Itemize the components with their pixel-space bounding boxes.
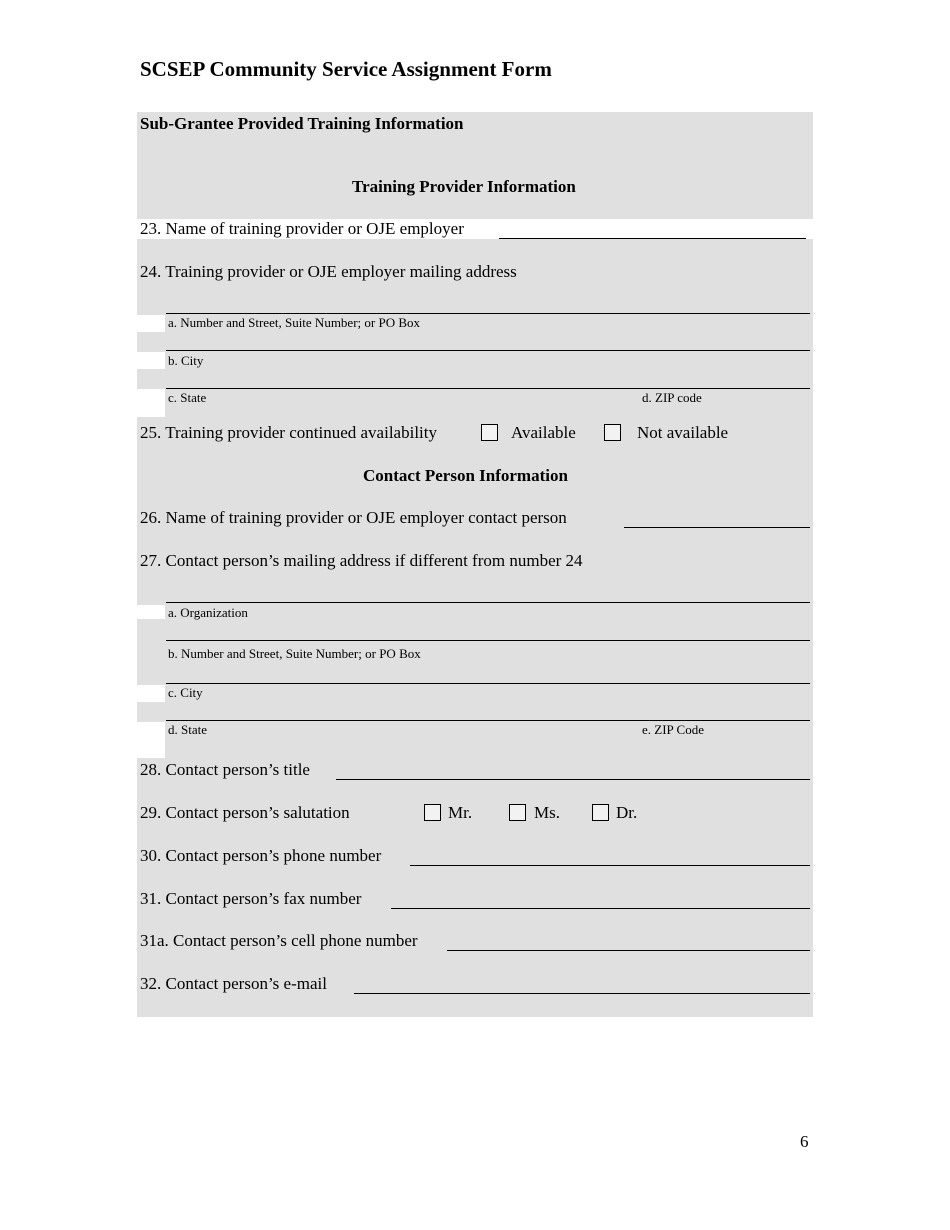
q24a-label: a. Number and Street, Suite Number; or PO Box xyxy=(168,315,421,330)
q24-label: 24. Training provider or OJE employer mailing address xyxy=(140,262,517,281)
available-checkbox[interactable] xyxy=(481,424,498,441)
divider-strip xyxy=(137,685,165,702)
q24d-label: d. ZIP code xyxy=(642,390,702,405)
q30-label: 30. Contact person’s phone number xyxy=(140,846,382,865)
q27c-label: c. City xyxy=(168,685,203,700)
q24b-label: b. City xyxy=(168,353,204,368)
q23-input-line[interactable] xyxy=(499,238,806,239)
training-provider-heading: Training Provider Information xyxy=(352,177,576,196)
q27b-input-line[interactable] xyxy=(166,640,810,641)
q29-label: 29. Contact person’s salutation xyxy=(140,803,350,822)
ms-checkbox[interactable] xyxy=(509,804,526,821)
page-number: 6 xyxy=(800,1132,809,1151)
q32-label: 32. Contact person’s e-mail xyxy=(140,974,327,993)
form-title: SCSEP Community Service Assignment Form xyxy=(140,57,552,81)
q27c-input-line[interactable] xyxy=(166,683,810,684)
q23-label: 23. Name of training provider or OJE employer xyxy=(140,219,464,238)
q24b-input-line[interactable] xyxy=(166,350,810,351)
section-title: Sub-Grantee Provided Training Information xyxy=(140,114,464,133)
q28-label: 28. Contact person’s title xyxy=(140,760,310,779)
ms-label: Ms. xyxy=(534,803,560,822)
not-available-checkbox[interactable] xyxy=(604,424,621,441)
q31a-label: 31a. Contact person’s cell phone number xyxy=(140,931,418,950)
available-label: Available xyxy=(511,423,576,442)
q27e-label: e. ZIP Code xyxy=(642,722,704,737)
divider-strip xyxy=(137,352,165,369)
q31a-input-line[interactable] xyxy=(447,950,810,951)
q28-input-line[interactable] xyxy=(336,779,810,780)
dr-checkbox[interactable] xyxy=(592,804,609,821)
not-available-label: Not available xyxy=(637,423,729,442)
divider-strip xyxy=(137,722,165,758)
q25-label: 25. Training provider continued availability xyxy=(140,423,437,442)
q26-label: 26. Name of training provider or OJE employer contact person xyxy=(140,508,567,527)
contact-person-heading: Contact Person Information xyxy=(363,466,568,485)
divider-strip xyxy=(137,315,165,332)
divider-strip xyxy=(137,605,165,619)
mr-label: Mr. xyxy=(448,803,473,822)
dr-label: Dr. xyxy=(616,803,638,822)
q24c-input-line[interactable] xyxy=(166,388,810,389)
q32-input-line[interactable] xyxy=(354,993,810,994)
q30-input-line[interactable] xyxy=(410,865,810,866)
q27d-label: d. State xyxy=(168,722,207,737)
q27-label: 27. Contact person’s mailing address if different from number 24 xyxy=(140,551,583,570)
q27a-label: a. Organization xyxy=(168,605,248,620)
q27b-label: b. Number and Street, Suite Number; or PO Box xyxy=(168,646,421,661)
q27d-input-line[interactable] xyxy=(166,720,810,721)
q31-input-line[interactable] xyxy=(391,908,810,909)
divider-strip xyxy=(137,389,165,417)
q24c-label: c. State xyxy=(168,390,207,405)
q26-input-line[interactable] xyxy=(624,527,810,528)
q31-label: 31. Contact person’s fax number xyxy=(140,889,362,908)
q24a-input-line[interactable] xyxy=(166,313,810,314)
q27a-input-line[interactable] xyxy=(166,602,810,603)
mr-checkbox[interactable] xyxy=(424,804,441,821)
